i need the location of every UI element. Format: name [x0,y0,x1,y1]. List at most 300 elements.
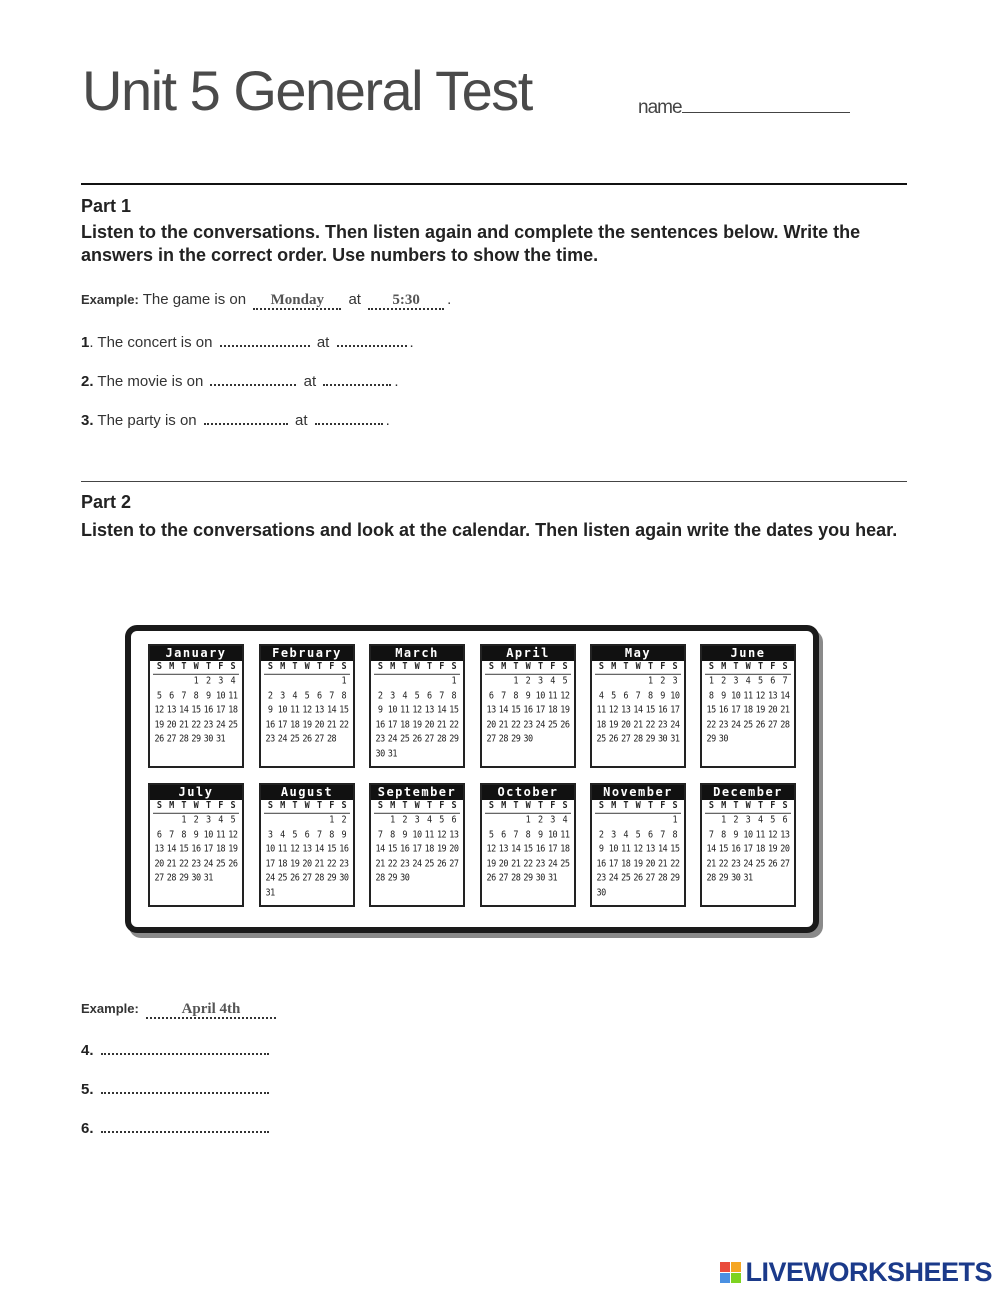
calendar-day-header: S [264,800,276,814]
calendar-date: 6 [316,689,322,702]
question-end: . [385,412,390,429]
calendar-day-header: S [705,661,717,675]
calendar-date: 20 [166,718,177,731]
calendar-date: 21 [657,857,668,870]
calendar [125,625,819,933]
calendar-day-header: M [165,800,177,814]
calendar-date: 27 [314,733,324,745]
calendar-date: 28 [706,872,716,884]
calendar-date: 30 [339,872,349,884]
calendar-date: 6 [623,689,629,702]
calendar-date: 8 [513,689,519,702]
calendar-date: 5 [414,689,420,702]
calendar-date: 21 [166,857,177,870]
calendar-date: 20 [154,857,164,870]
calendar-month-name: May [592,646,684,661]
calendar-date: 12 [767,828,778,841]
logo-text: LIVEWORKSHEETS [745,1257,992,1287]
calendar-date: 13 [314,704,324,716]
answer-blank-time[interactable] [315,409,383,425]
question-at: at [303,373,317,390]
calendar-day-header: M [276,800,288,814]
calendar-date: 4 [757,814,763,826]
calendar-day-header: W [522,661,534,675]
calendar-date: 24 [547,857,558,870]
page-title: Unit 5 General Test [82,59,532,122]
calendar-date: 14 [780,689,790,702]
calendar-date: 28 [166,872,177,884]
calendar-date: 7 [329,689,334,702]
question-sep: . [89,334,98,351]
calendar-date: 16 [535,843,545,855]
calendar-date: 1 [390,814,395,826]
calendar-date: 19 [228,843,238,855]
calendar-day-header: S [559,800,571,814]
example-label: Example: [81,292,139,307]
example-end: . [447,291,452,308]
example-answer-time: 5:30 [368,292,444,310]
calendar-date: 30 [535,872,545,884]
calendar-month-name: July [150,785,242,800]
calendar-date: 17 [265,857,275,870]
calendar-date: 21 [326,718,337,731]
calendar-date: 17 [547,843,558,855]
calendar-date: 13 [154,843,164,855]
calendar-date: 7 [316,828,322,841]
calendar-day-header: S [338,800,350,814]
calendar-date: 27 [767,718,778,731]
divider-rule [81,481,907,482]
calendar-date: 2 [193,814,199,826]
calendar-date: 4 [218,814,223,826]
calendar-day-grid [702,800,794,886]
calendar-date: 4 [292,689,298,702]
part1-instructions: Listen to the conversations. Then listen again and complete the sentences below. Write the answers in the correct order. Use numbers to show the time. [81,222,861,265]
calendar-date: 18 [547,704,558,716]
question-at: at [316,334,330,351]
calendar-day-header: W [522,800,534,814]
calendar-date: 6 [451,814,457,826]
calendar-day-header: W [742,800,754,814]
calendar-date: 25 [547,718,558,731]
calendar-day-header: F [214,800,226,814]
calendar-date: 19 [412,718,422,731]
calendar-date: 25 [621,872,631,884]
calendar-date: 20 [498,857,509,870]
calendar-day-header: S [153,661,165,675]
logo-block [720,1273,730,1283]
calendar-date: 20 [449,843,459,855]
calendar-day-header: S [669,800,681,814]
calendar-date: 5 [304,689,310,702]
calendar-date: 12 [560,689,570,702]
calendar-date: 14 [326,704,337,716]
calendar-date: 24 [277,733,288,745]
calendar-date: 9 [205,689,211,702]
calendar-date: 25 [424,857,434,870]
calendar-day-header: S [779,800,791,814]
calendar-date: 31 [203,872,213,884]
calendar-date: 4 [550,675,555,687]
calendar-date: 26 [608,733,619,745]
calendar-day-header: M [717,661,729,675]
calendar-date: 7 [169,828,174,841]
question-5 [81,1078,272,1098]
calendar-day-grid [702,661,794,747]
calendar-date: 2 [525,675,531,687]
calendar-date: 14 [314,843,324,855]
calendar-date: 13 [486,704,496,716]
calendar-date: 14 [498,704,509,716]
calendar-date: 3 [611,828,616,841]
calendar-date: 30 [523,733,533,745]
calendar-date: 8 [341,689,347,702]
calendar-date: 24 [203,857,213,870]
logo-block [720,1262,730,1272]
question-4 [81,1039,272,1059]
calendar-date: 6 [426,689,432,702]
calendar-date: 16 [657,704,668,716]
calendar-day-header: W [742,661,754,675]
calendar-date: 21 [436,718,447,731]
calendar-date: 19 [154,718,164,731]
calendar-date: 17 [670,704,680,716]
calendar-date: 24 [412,857,422,870]
calendar-date: 11 [400,704,410,716]
calendar-day-header: T [289,800,301,814]
calendar-date: 15 [326,843,337,855]
calendar-date: 1 [525,814,531,826]
calendar-month-name: June [702,646,794,661]
calendar-day-header: S [227,661,239,675]
calendar-month-name: August [261,785,353,800]
calendar-date: 10 [547,828,558,841]
calendar-month-name: March [371,646,463,661]
calendar-day-header: M [386,661,398,675]
calendar-day-header: W [301,661,313,675]
answer-blank-date[interactable] [101,1117,269,1133]
calendar-date: 30 [375,747,385,760]
calendar-date: 27 [621,733,631,745]
calendar-date: 24 [535,718,545,731]
calendar-date: 22 [523,857,533,870]
calendar-date: 7 [513,828,519,841]
calendar-date: 26 [767,857,778,870]
calendar-date: 21 [633,718,643,731]
logo-blocks-icon [720,1262,741,1283]
answer-blank-time[interactable] [323,370,391,386]
calendar-date: 7 [439,689,444,702]
calendar-date: 18 [596,718,606,731]
example-answer-day: Monday [253,292,341,310]
example-at: at [348,291,361,308]
calendar-day-header: T [644,661,656,675]
calendar-date: 31 [670,733,680,745]
calendar-date: 26 [436,857,447,870]
calendar-date: 2 [598,828,604,841]
calendar-date: 23 [265,733,275,745]
calendar-day-grid [371,800,463,886]
calendar-date: 3 [390,689,395,702]
calendar-date: 27 [780,857,790,870]
answer-blank-time[interactable] [337,331,407,347]
calendar-date: 18 [215,843,226,855]
example-label: Example: [81,1001,139,1016]
calendar-date: 27 [645,872,655,884]
calendar-date: 25 [560,857,570,870]
calendar-date: 30 [657,733,668,745]
calendar-date: 27 [424,733,434,745]
calendar-date: 16 [718,704,729,716]
calendar-date: 23 [523,718,533,731]
calendar-day-header: T [399,800,411,814]
calendar-date: 18 [424,843,434,855]
calendar-date: 14 [166,843,177,855]
calendar-date: 19 [755,704,765,716]
calendar-date: 12 [290,843,300,855]
calendar-date: 2 [341,814,347,826]
calendar-date: 15 [523,843,533,855]
calendar-date: 18 [228,704,238,716]
calendar-date: 27 [486,733,496,745]
calendar-date: 1 [513,675,519,687]
calendar-date: 5 [611,689,616,702]
calendar-date: 2 [205,675,211,687]
calendar-date: 7 [501,689,506,702]
calendar-date: 30 [718,733,729,745]
calendar-date: 16 [731,843,741,855]
calendar-date: 23 [535,857,545,870]
calendar-date: 7 [377,828,383,841]
calendar-date: 9 [598,843,604,855]
calendar-month-january [148,644,244,768]
calendar-date: 8 [647,689,653,702]
calendar-date: 14 [706,843,716,855]
calendar-date: 3 [267,828,273,841]
answer-blank-date[interactable] [101,1078,269,1094]
calendar-day-header: F [766,800,778,814]
calendar-day-header: W [411,800,423,814]
question-number: 2. [81,373,94,390]
answer-blank-day[interactable] [220,331,310,347]
calendar-date: 13 [302,843,312,855]
calendar-date: 25 [596,733,606,745]
calendar-date: 29 [511,733,521,745]
calendar-date: 18 [400,718,410,731]
question-2 [81,370,399,390]
calendar-date: 10 [203,828,213,841]
calendar-date: 6 [488,689,494,702]
calendar-date: 28 [326,733,337,745]
calendar-date: 18 [290,718,300,731]
calendar-day-header: T [620,661,632,675]
calendar-day-header: W [190,800,202,814]
calendar-day-header: T [644,800,656,814]
calendar-month-may [590,644,686,768]
calendar-date: 8 [708,689,714,702]
calendar-date: 6 [169,689,174,702]
calendar-date: 2 [267,689,273,702]
calendar-day-header: M [607,661,619,675]
calendar-date: 27 [166,733,177,745]
calendar-date: 9 [733,828,739,841]
calendar-date: 3 [537,675,543,687]
calendar-date: 10 [670,689,680,702]
calendar-date: 28 [314,872,324,884]
part2-heading: Part 2 [81,492,132,512]
calendar-day-header: S [485,661,497,675]
calendar-date: 15 [339,704,349,716]
calendar-date: 25 [228,718,238,731]
calendar-date: 8 [672,828,678,841]
calendar-date: 10 [277,704,288,716]
calendar-day-header: T [202,800,214,814]
calendar-date: 1 [329,814,334,826]
calendar-date: 9 [402,828,408,841]
calendar-date: 6 [156,828,162,841]
question-text: The concert is on [97,334,213,351]
calendar-day-header: F [325,661,337,675]
calendar-date: 6 [501,828,506,841]
calendar-date: 29 [645,733,655,745]
calendar-date: 20 [424,718,434,731]
calendar-day-grid [482,661,574,747]
calendar-day-header: W [632,661,644,675]
calendar-date: 15 [191,704,201,716]
calendar-date: 26 [633,872,643,884]
name-field [638,94,850,119]
calendar-day-header: M [717,800,729,814]
calendar-day-header: S [448,800,460,814]
calendar-date: 5 [439,814,444,826]
calendar-date: 15 [706,704,716,716]
answer-blank-day[interactable] [204,409,288,425]
example-answer-date: April 4th [146,1001,276,1019]
calendar-date: 26 [228,857,238,870]
calendar-date: 2 [377,689,383,702]
question-1 [81,331,414,351]
calendar-date: 2 [660,675,665,687]
calendar-date: 30 [400,872,410,884]
calendar-date: 23 [731,857,741,870]
calendar-day-grid [482,800,574,886]
calendar-date: 13 [424,704,434,716]
answer-blank-date[interactable] [101,1039,269,1055]
calendar-date: 23 [596,872,606,884]
calendar-date: 22 [670,857,680,870]
calendar-date: 11 [228,689,238,702]
calendar-date: 9 [341,828,347,841]
calendar-day-header: S [779,661,791,675]
question-6 [81,1117,272,1137]
calendar-day-grid [592,661,684,747]
calendar-day-header: S [485,800,497,814]
calendar-date: 10 [215,689,226,702]
calendar-day-grid [150,661,242,747]
calendar-date: 28 [498,733,509,745]
answer-blank-day[interactable] [210,370,296,386]
calendar-date: 9 [377,704,383,716]
calendar-date: 9 [525,689,531,702]
calendar-date: 5 [562,675,568,687]
calendar-date: 22 [706,718,716,731]
calendar-date: 6 [647,828,653,841]
name-blank[interactable] [682,94,850,113]
calendar-date: 29 [718,872,729,884]
calendar-date: 29 [523,872,533,884]
part2-example [81,1000,279,1019]
calendar-date: 11 [215,828,226,841]
calendar-date: 19 [633,857,643,870]
name-label: name [638,97,682,118]
calendar-date: 17 [387,718,398,731]
calendar-date: 8 [329,828,334,841]
calendar-day-header: T [754,661,766,675]
calendar-date: 27 [302,872,312,884]
calendar-month-name: February [261,646,353,661]
question-number: 1 [81,334,90,351]
calendar-date: 20 [302,857,312,870]
calendar-month-november [590,783,686,907]
calendar-day-header: S [374,800,386,814]
calendar-date: 20 [486,718,496,731]
calendar-day-grid [592,800,684,900]
calendar-date: 5 [230,814,236,826]
calendar-month-september [369,783,465,907]
calendar-day-header: W [632,800,644,814]
calendar-month-july [148,783,244,907]
calendar-date: 1 [708,675,714,687]
calendar-day-header: F [214,661,226,675]
calendar-date: 6 [770,675,775,687]
calendar-date: 11 [560,828,570,841]
calendar-date: 20 [780,843,790,855]
calendar-date: 30 [203,733,213,745]
calendar-date: 15 [670,843,680,855]
calendar-day-header: T [534,800,546,814]
calendar-date: 4 [426,814,432,826]
calendar-date: 21 [314,857,324,870]
calendar-month-october [480,783,576,907]
calendar-day-header: T [202,661,214,675]
calendar-day-header: F [656,661,668,675]
calendar-date: 21 [375,857,385,870]
calendar-date: 22 [718,857,729,870]
calendar-date: 15 [645,704,655,716]
calendar-date: 22 [387,857,398,870]
calendar-date: 20 [645,857,655,870]
calendar-date: 26 [412,733,422,745]
calendar-date: 18 [560,843,570,855]
calendar-day-header: T [754,800,766,814]
calendar-date: 12 [154,704,164,716]
calendar-date: 2 [733,814,739,826]
calendar-date: 14 [436,704,447,716]
calendar-date: 2 [537,814,543,826]
calendar-date: 22 [179,857,189,870]
calendar-date: 30 [596,886,606,899]
calendar-date: 24 [215,718,226,731]
calendar-date: 28 [780,718,790,731]
question-end: . [394,373,399,390]
calendar-date: 22 [449,718,459,731]
calendar-date: 28 [511,872,521,884]
calendar-date: 31 [265,886,275,899]
calendar-date: 19 [302,718,312,731]
calendar-date: 12 [755,689,765,702]
calendar-date: 1 [193,675,199,687]
calendar-day-header: W [190,661,202,675]
